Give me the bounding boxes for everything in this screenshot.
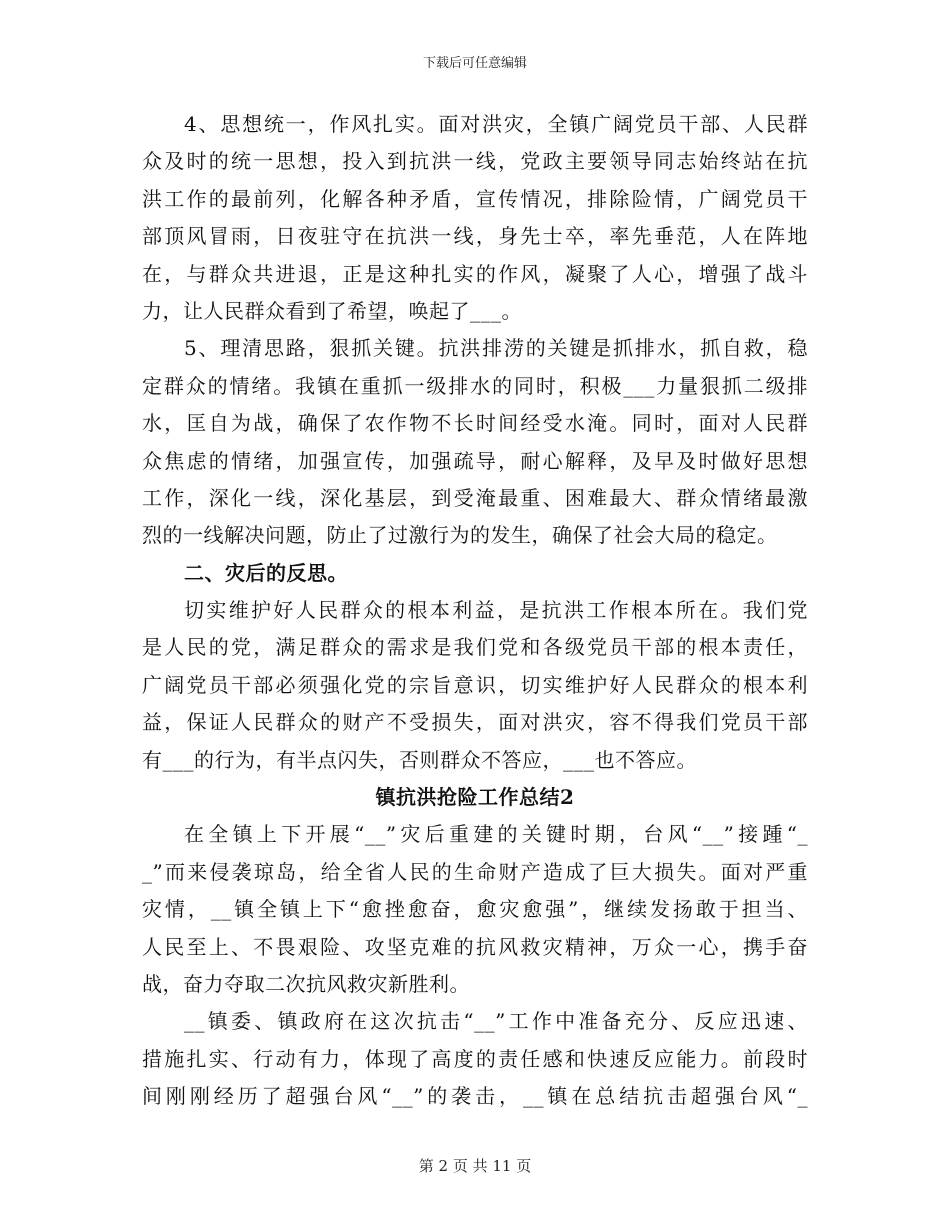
- paragraph-line: 广阔党员干部必须强化党的宗旨意识，切实维护好人民群众的根本利: [142, 672, 808, 697]
- paragraph-line: 力，让人民群众看到了希望，唤起了___。: [142, 298, 522, 323]
- paragraph-line: 措施扎实、行动有力，体现了高度的责任感和快速反应能力。前段时: [142, 1046, 808, 1071]
- document-title: 镇抗洪抢险工作总结2: [375, 785, 575, 810]
- paragraph-line: 间刚刚经历了超强台风“__”的袭击，__镇在总结抗击超强台风“_: [142, 1084, 808, 1109]
- paragraph-line: 人民至上、不畏艰险、攻坚克难的抗风救灾精神，万众一心，携手奋: [142, 934, 808, 959]
- paragraph-line: 烈的一线解决问题，防止了过激行为的发生，确保了社会大局的稳定。: [142, 523, 778, 548]
- paragraph-line: __镇委、镇政府在这次抗击“__”工作中准备充分、反应迅速、: [184, 1009, 808, 1034]
- paragraph-line: 灾情，__镇全镇上下“愈挫愈奋，愈灾愈强”，继续发扬敢于担当、: [142, 897, 808, 922]
- paragraph-line: 水，匡自为战，确保了农作物不长时间经受水淹。同时，面对人民群: [142, 411, 808, 436]
- paragraph-line: _”而来侵袭琼岛，给全省人民的生命财产造成了巨大损失。面对严重: [142, 859, 808, 884]
- paragraph-line: 工作，深化一线，深化基层，到受淹最重、困难最大、群众情绪最激: [142, 485, 808, 510]
- page-header: 下载后可任意编辑: [422, 56, 527, 71]
- paragraph-line: 4、思想统一，作风扎实。面对洪灾，全镇广阔党员干部、人民群: [184, 112, 808, 136]
- paragraph-line: 洪工作的最前列，化解各种矛盾，宣传情况，排除险情，广阔党员干: [142, 186, 808, 211]
- paragraph-line: 5、理清思路，狠抓关键。抗洪排涝的关键是抓排水，抓自救，稳: [184, 336, 808, 361]
- paragraph-line: 众焦虑的情绪，加强宣传，加强疏导，耐心解释，及早及时做好思想: [142, 448, 808, 473]
- paragraph-line: 众及时的统一思想，投入到抗洪一线，党政主要领导同志始终站在抗: [142, 149, 808, 174]
- paragraph-line: 是人民的党，满足群众的需求是我们党和各级党员干部的根本责任，: [142, 635, 808, 660]
- paragraph-line: 战，奋力夺取二次抗风救灾新胜利。: [142, 971, 470, 996]
- section-heading: 二、灾后的反思。: [184, 560, 348, 585]
- page-footer: 第 2 页 共 11 页: [418, 1157, 532, 1175]
- document-body: [142, 106, 808, 1116]
- paragraph-line: 切实维护好人民群众的根本利益，是抗洪工作根本所在。我们党: [184, 598, 808, 623]
- paragraph-line: 在全镇上下开展“__”灾后重建的关键时期，台风“__”接踵“_: [184, 822, 808, 847]
- paragraph-line: 部顶风冒雨，日夜驻守在抗洪一线，身先士卒，率先垂范，人在阵地: [142, 224, 808, 249]
- paragraph-line: 在，与群众共进退，正是这种扎实的作风，凝聚了人心，增强了战斗: [142, 261, 808, 286]
- paragraph-line: 有___的行为，有半点闪失，否则群众不答应，___也不答应。: [142, 747, 697, 772]
- paragraph-line: 益，保证人民群众的财产不受损失，面对洪灾，容不得我们党员干部: [142, 710, 808, 735]
- paragraph-line: 定群众的情绪。我镇在重抓一级排水的同时，积极___力量狠抓二级排: [142, 373, 808, 398]
